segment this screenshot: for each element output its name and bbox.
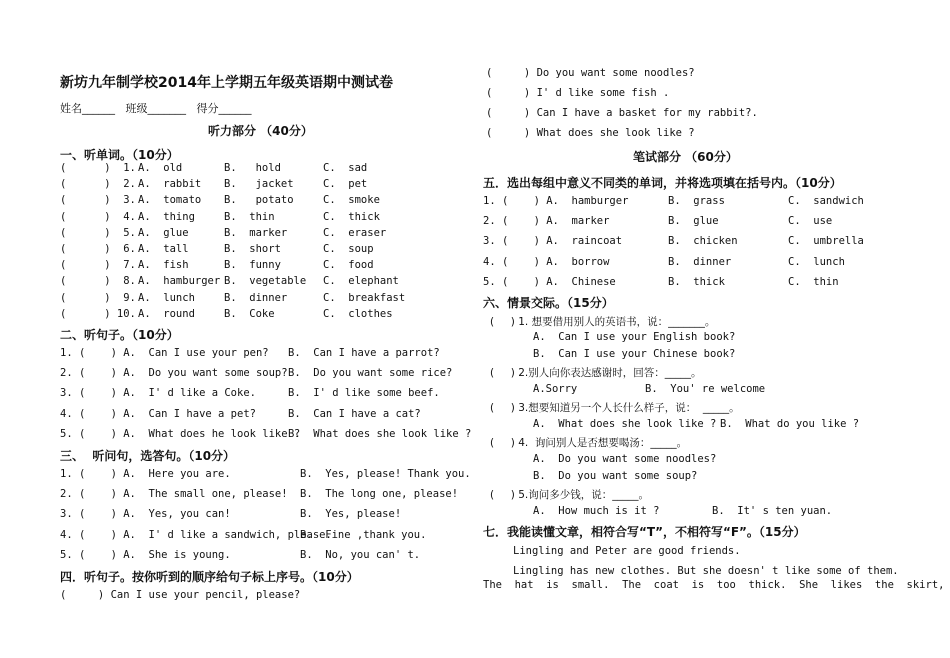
answer-choice-b: B. No, you can' t. [300,548,421,561]
word-choice-cell: B. short [224,243,281,255]
word-choice-cell: B. jacket [224,178,294,191]
word-choice-cell: A. lunch [138,291,195,304]
question-1-option-b: B. Can I use your Chinese book? [533,348,736,360]
word-choice-cell: B. thin [224,210,275,223]
word-choice-cell: ( ) 8. [60,275,136,288]
word-choice-cell: C. sad [323,162,368,174]
odd-one-out-cell: B. glue [668,215,719,228]
word-choice-cell: C. elephant [323,275,399,288]
odd-one-out-cell: 5. ( ) A. Chinese [483,275,616,288]
odd-one-out-cell: B. dinner [668,255,732,268]
word-choice-cell: C. food [323,259,374,272]
question-2-option-a: A.Sorry [533,383,578,395]
word-choice-cell: A. round [138,307,195,320]
question-3-option-a: A. What does she look like ? [533,418,717,430]
word-choice-cell: B. marker [224,226,288,239]
odd-one-out-cell: 1. ( ) A. hamburger [483,195,629,207]
section-6-heading: 六、情景交际。（15分） [483,296,614,310]
section-3-heading: 三、 听问句，选答句。（10分） [60,449,236,463]
answer-choice-a: 1. ( ) A. Here you are. [60,468,231,480]
section-2-heading: 二、听句子。（10分） [60,328,179,342]
word-choice-cell: B. vegetable [224,275,307,288]
question-1-option-a: A. Can I use your English book? [533,331,736,343]
word-choice-cell: ( ) 5. [60,226,136,239]
section-5-heading: 五．选出每组中意义不同类的单词，并将选项填在括号内。（10分） [483,176,842,190]
odd-one-out-cell: 2. ( ) A. marker [483,215,610,228]
word-choice-cell: ( ) 3. [60,194,136,207]
odd-one-out-cell: C. lunch [788,255,845,268]
word-choice-cell: A. rabbit [138,178,202,191]
sentence-choice-b: B. Can I have a parrot? [288,347,440,359]
word-choice-cell: B. Coke [224,307,275,320]
word-choice-cell: A. tall [138,243,189,255]
word-choice-cell: ( ) 7. [60,259,136,272]
sentence-choice-b: B. Can I have a cat? [288,407,421,420]
exam-title: 新坊九年制学校2014年上学期五年级英语期中测试卷 [60,75,393,91]
question-4-option-a: A. Do you want some noodles? [533,453,717,465]
section-1-heading: 一、听单词。（10分） [60,148,179,162]
question-3-option-b: B. What do you like ? [720,418,860,430]
odd-one-out-cell: 3. ( ) A. raincoat [483,235,623,248]
question-2-option-b: B. You' re welcome [645,383,766,395]
word-choice-cell: A. fish [138,259,189,272]
word-choice-cell: A. thing [138,210,195,223]
section-4-heading: 四．听句子。按你听到的顺序给句子标上序号。（10分） [60,570,359,584]
word-choice-cell: C. soup [323,243,374,255]
word-choice-cell: ( ) 10. [60,307,136,320]
answer-choice-a: 3. ( ) A. Yes, you can! [60,508,231,521]
sentence-choice-a: 1. ( ) A. Can I use your pen? [60,347,269,359]
odd-one-out-cell: B. chicken [668,235,738,248]
question-2: ( ) 2.别人向你表达感谢时，回答：_____。 [490,367,702,379]
sentence-choice-b: B. What does she look like ? [288,427,472,440]
word-choice-cell: ( ) 2. [60,178,136,191]
answer-choice-a: 4. ( ) A. I' d like a sandwich, please. [60,528,332,541]
section-7-heading: 七．我能读懂文章，相符合写“T”，不相符写“F”。（15分） [483,525,806,539]
word-choice-cell: B. dinner [224,291,288,304]
odd-one-out-cell: C. use [788,215,833,228]
question-1: ( ) 1. 想要借用别人的英语书，说：_______。 [490,316,716,328]
section-4-item: ( ) I' d like some fish . [486,87,670,99]
listening-part-title: 听力部分 （40分） [208,124,313,138]
question-5-option-b: B. It' s ten yuan. [712,505,833,517]
odd-one-out-cell: C. thin [788,275,839,288]
word-choice-cell: A. tomato [138,194,202,207]
question-4: ( ) 4. 询问别人是否想要喝汤：_____。 [490,437,688,449]
word-choice-cell: A. hamburger [138,275,221,288]
student-info: 姓名______ 班级_______ 得分______ [60,102,252,115]
word-choice-cell: B. hold [224,162,281,174]
sentence-choice-a: 3. ( ) A. I' d like a Coke. [60,387,256,400]
word-choice-cell: C. smoke [323,194,380,207]
passage-line: The hat is small. The coat is too thick. She likes the skirt, [483,579,945,591]
word-choice-cell: C. eraser [323,226,387,239]
passage-line: Lingling has new clothes. But she doesn' t like some of them. [513,565,899,577]
odd-one-out-cell: B. thick [668,275,725,288]
question-4-option-b: B. Do you want some soup? [533,470,698,482]
odd-one-out-cell: 4. ( ) A. borrow [483,255,610,268]
sentence-choice-a: 2. ( ) A. Do you want some soup? [60,367,288,380]
word-choice-cell: C. thick [323,210,380,223]
word-choice-cell: A. glue [138,226,189,239]
odd-one-out-cell: C. umbrella [788,235,864,248]
word-choice-cell: C. breakfast [323,291,406,304]
section-4-item: ( ) Can I have a basket for my rabbit?. [486,107,758,119]
sentence-choice-a: 5. ( ) A. What does he look like ? [60,427,301,440]
word-choice-cell: C. clothes [323,307,393,320]
sentence-choice-a: 4. ( ) A. Can I have a pet? [60,407,256,420]
section-4-item: ( ) What does she look like ? [486,127,695,139]
answer-choice-b: B. The long one, please! [300,488,459,501]
section-4-item: ( ) Can I use your pencil, please? [60,589,301,601]
answer-choice-b: B. Yes, please! [300,508,402,521]
writing-part-title: 笔试部分 （60分） [633,150,738,164]
odd-one-out-cell: B. grass [668,195,725,207]
answer-choice-a: 5. ( ) A. She is young. [60,548,231,561]
word-choice-cell: A. old [138,162,183,174]
question-5-option-a: A. How much is it ? [533,505,660,517]
passage-line: Lingling and Peter are good friends. [513,545,741,557]
question-3: ( ) 3.想要知道另一个人长什么样子，说： _____。 [490,402,740,414]
answer-choice-a: 2. ( ) A. The small one, please! [60,488,288,501]
sentence-choice-b: B. I' d like some beef. [288,387,440,400]
answer-choice-b: B. Fine ,thank you. [300,528,427,541]
word-choice-cell: ( ) 9. [60,291,136,304]
question-5: ( ) 5.询问多少钱，说：_____。 [490,489,649,501]
word-choice-cell: B. funny [224,259,281,272]
section-4-item: ( ) Do you want some noodles? [486,67,695,79]
word-choice-cell: B. potato [224,194,294,207]
answer-choice-b: B. Yes, please! Thank you. [300,468,471,480]
word-choice-cell: ( ) 1. [60,162,136,174]
word-choice-cell: C. pet [323,178,368,191]
word-choice-cell: ( ) 6. [60,243,136,255]
word-choice-cell: ( ) 4. [60,210,136,223]
odd-one-out-cell: C. sandwich [788,195,864,207]
sentence-choice-b: B. Do you want some rice? [288,367,453,380]
